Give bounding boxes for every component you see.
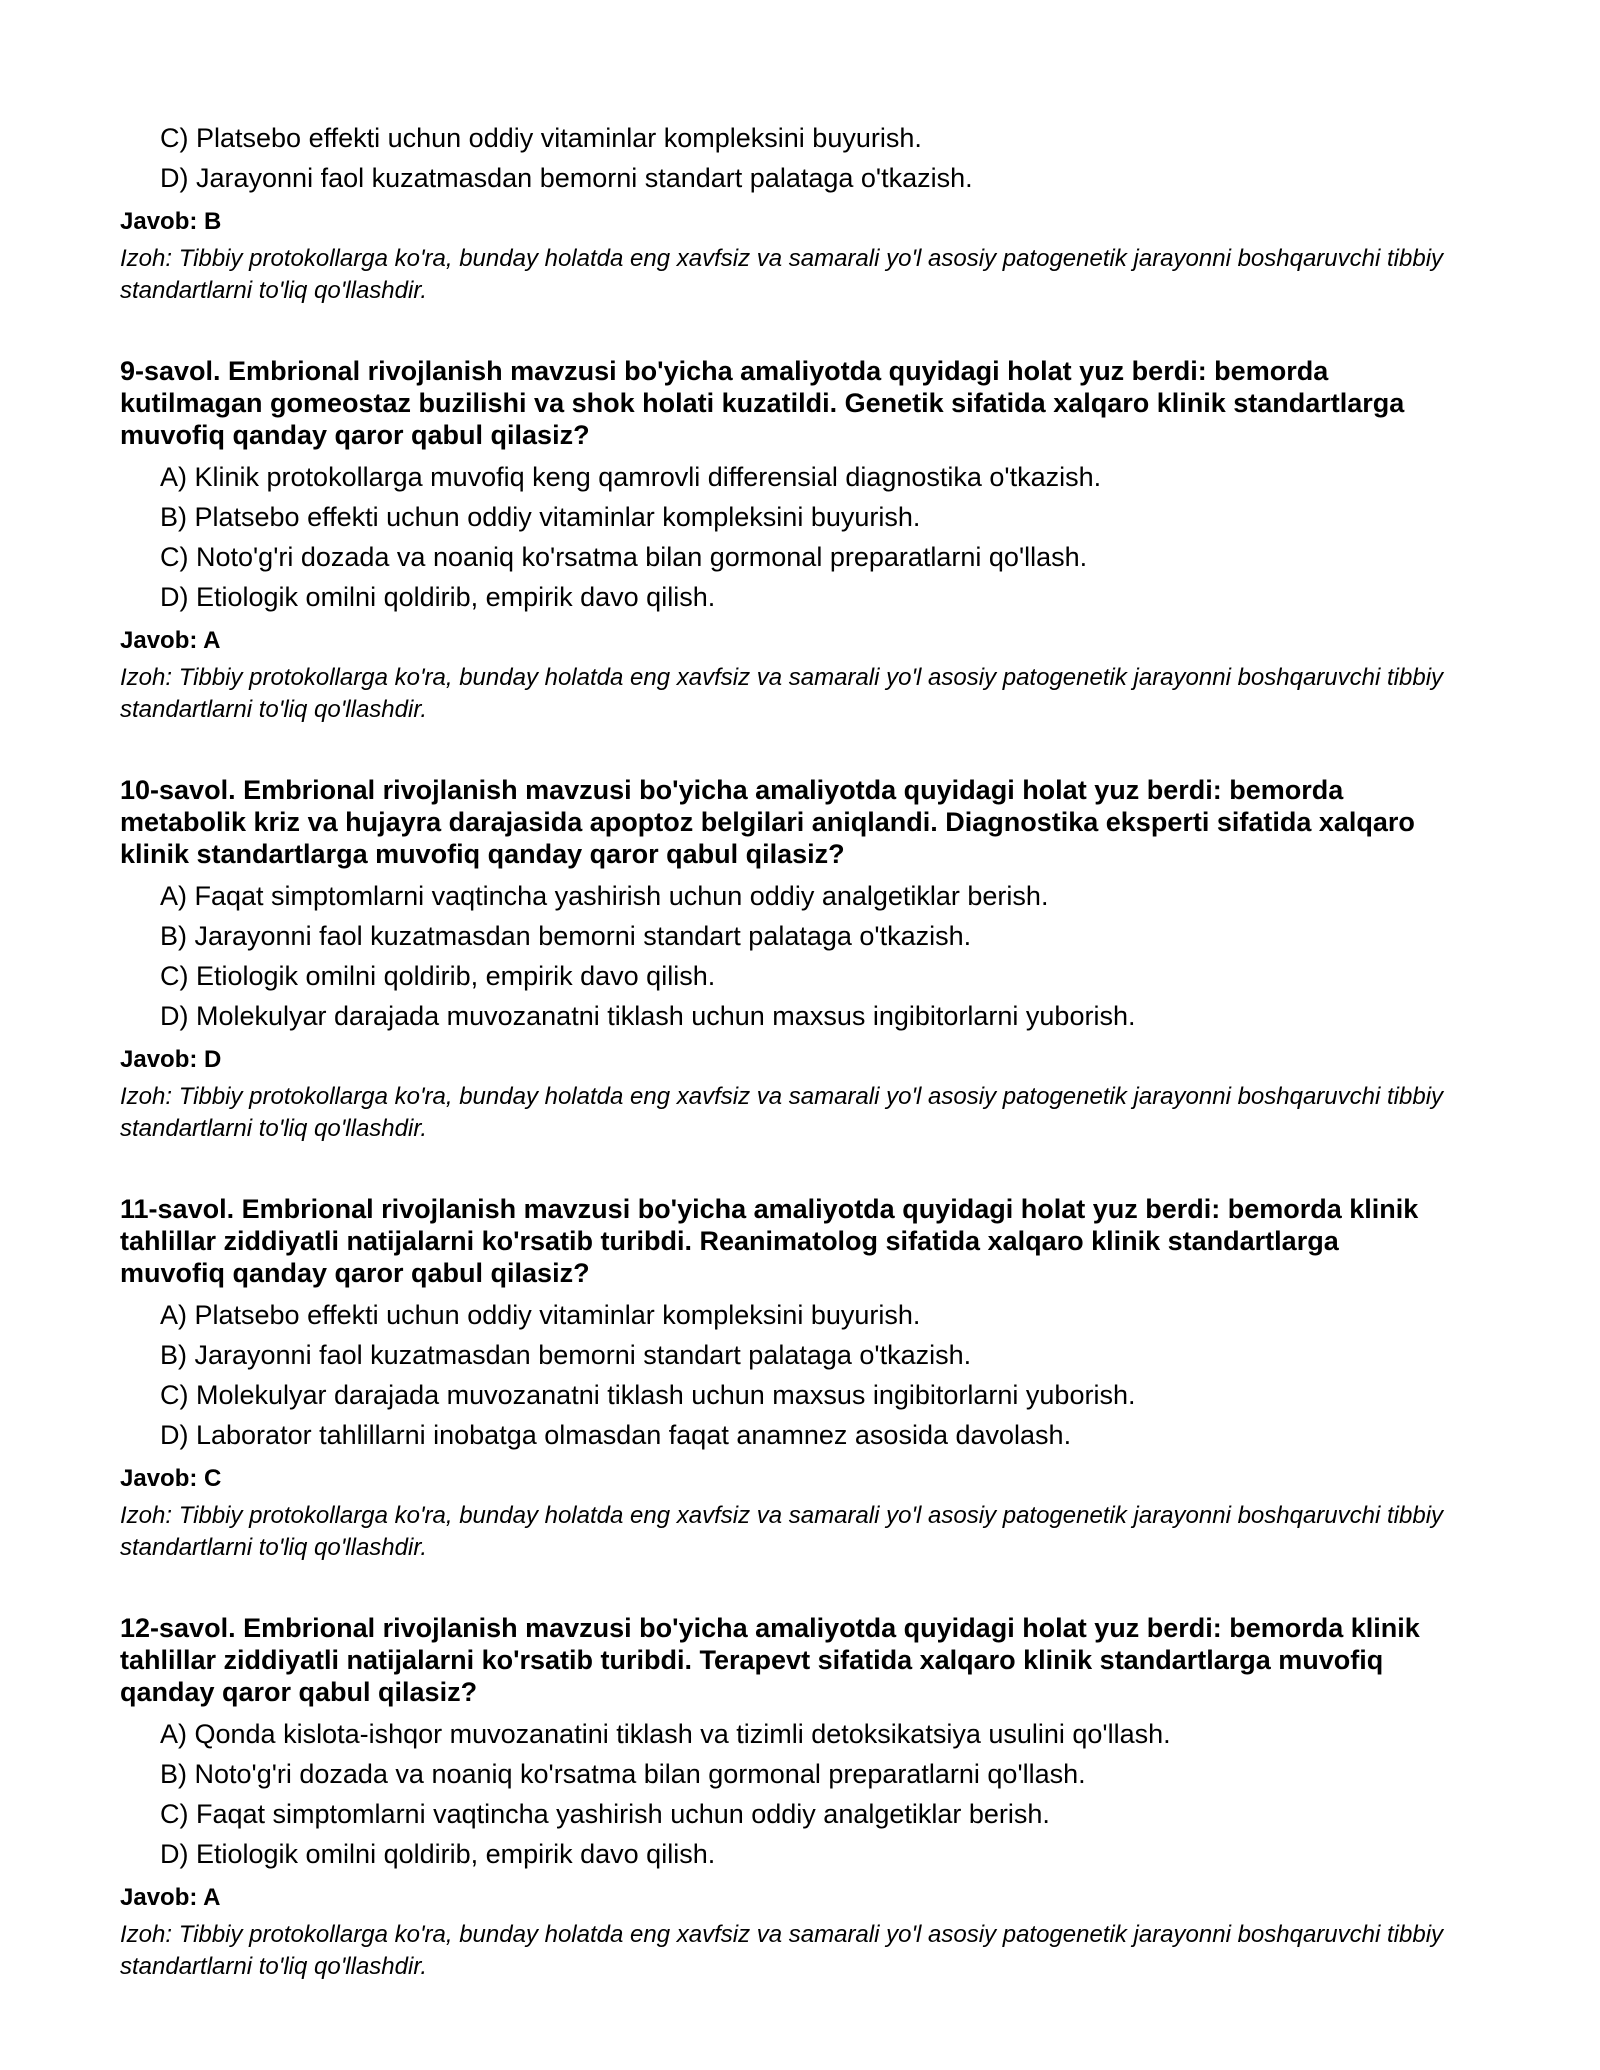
- explanation-note: Izoh: Tibbiy protokollarga ko'ra, bunday holatda eng xavfsiz va samarali yo'l asosiy patogenetik jarayonni boshqaruvchi tibbiy standartlarni to'liq qo'llashdir.: [120, 1921, 1444, 1980]
- answer-label: Javob: C: [120, 1465, 222, 1492]
- question-block-10: [120, 774, 1450, 1145]
- option-b: B) Jarayonni faol kuzatmasdan bemorni standart palataga o'tkazish.: [160, 921, 972, 951]
- question-text: 10-savol. Embrional rivojlanish mavzusi bo'yicha amaliyotda quyidagi holat yuz berdi: bemorda metabolik kriz va hujayra darajasida apoptoz belgilari aniqlandi. Diagnostika eksperti sifatida xalqaro klinik standartlarga muvofiq qanday qaror qabul qilasiz?: [120, 775, 1415, 869]
- answer-label: Javob: A: [120, 1884, 221, 1911]
- explanation-note: Izoh: Tibbiy protokollarga ko'ra, bunday holatda eng xavfsiz va samarali yo'l asosiy patogenetik jarayonni boshqaruvchi tibbiy standartlarni to'liq qo'llashdir.: [120, 664, 1444, 723]
- option-d: D) Molekulyar darajada muvozanatni tiklash uchun maxsus ingibitorlarni yuborish.: [160, 1001, 1136, 1031]
- option-d: D) Etiologik omilni qoldirib, empirik davo qilish.: [160, 582, 716, 612]
- question-block-11: [120, 1193, 1450, 1564]
- option-b: B) Noto'g'ri dozada va noaniq ko'rsatma bilan gormonal preparatlarni qo'llash.: [160, 1759, 1086, 1789]
- explanation-note: Izoh: Tibbiy protokollarga ko'ra, bunday holatda eng xavfsiz va samarali yo'l asosiy patogenetik jarayonni boshqaruvchi tibbiy standartlarni to'liq qo'llashdir.: [120, 1083, 1444, 1142]
- explanation-note: Izoh: Tibbiy protokollarga ko'ra, bunday holatda eng xavfsiz va samarali yo'l asosiy patogenetik jarayonni boshqaruvchi tibbiy standartlarni to'liq qo'llashdir.: [120, 245, 1444, 304]
- option-c: C) Platsebo effekti uchun oddiy vitaminlar kompleksini buyurish.: [160, 123, 922, 153]
- document-page: [120, 118, 1450, 1983]
- option-d: D) Etiologik omilni qoldirib, empirik davo qilish.: [160, 1839, 716, 1869]
- question-text: 11-savol. Embrional rivojlanish mavzusi bo'yicha amaliyotda quyidagi holat yuz berdi: bemorda klinik tahlillar ziddiyatli natijalarni ko'rsatib turibdi. Reanimatolog sifatida xalqaro klinik standartlarga muvofiq qanday qaror qabul qilasiz?: [120, 1194, 1419, 1288]
- option-a: A) Qonda kislota-ishqor muvozanatini tiklash va tizimli detoksikatsiya usulini qo'llash.: [160, 1719, 1171, 1749]
- option-c: C) Etiologik omilni qoldirib, empirik davo qilish.: [160, 961, 716, 991]
- option-a: A) Klinik protokollarga muvofiq keng qamrovli differensial diagnostika o'tkazish.: [160, 462, 1102, 492]
- option-a: A) Faqat simptomlarni vaqtincha yashirish uchun oddiy analgetiklar berish.: [160, 881, 1049, 911]
- answer-label: Javob: A: [120, 627, 221, 654]
- option-c: C) Molekulyar darajada muvozanatni tiklash uchun maxsus ingibitorlarni yuborish.: [160, 1380, 1136, 1410]
- option-d: D) Laborator tahlillarni inobatga olmasdan faqat anamnez asosida davolash.: [160, 1420, 1072, 1450]
- option-b: B) Platsebo effekti uchun oddiy vitaminlar kompleksini buyurish.: [160, 502, 921, 532]
- question-block-9: [120, 355, 1450, 726]
- question-text: 12-savol. Embrional rivojlanish mavzusi bo'yicha amaliyotda quyidagi holat yuz berdi: bemorda klinik tahlillar ziddiyatli natijalarni ko'rsatib turibdi. Terapevt sifatida xalqaro klinik standartlarga muvofiq qanday qaror qabul qilasiz?: [120, 1613, 1420, 1707]
- option-c: C) Faqat simptomlarni vaqtincha yashirish uchun oddiy analgetiklar berish.: [160, 1799, 1050, 1829]
- answer-label: Javob: D: [120, 1046, 222, 1073]
- explanation-note: Izoh: Tibbiy protokollarga ko'ra, bunday holatda eng xavfsiz va samarali yo'l asosiy patogenetik jarayonni boshqaruvchi tibbiy standartlarni to'liq qo'llashdir.: [120, 1502, 1444, 1561]
- answer-label: Javob: B: [120, 208, 222, 235]
- option-a: A) Platsebo effekti uchun oddiy vitaminlar kompleksini buyurish.: [160, 1300, 921, 1330]
- option-d: D) Jarayonni faol kuzatmasdan bemorni standart palataga o'tkazish.: [160, 163, 973, 193]
- question-text: 9-savol. Embrional rivojlanish mavzusi bo'yicha amaliyotda quyidagi holat yuz berdi: bemorda kutilmagan gomeostaz buzilishi va shok holati kuzatildi. Genetik sifatida xalqaro klinik standartlarga muvofiq qanday qaror qabul qilasiz?: [120, 356, 1405, 450]
- question-8-continuation: [120, 118, 1450, 307]
- question-block-12: [120, 1612, 1450, 1983]
- option-b: B) Jarayonni faol kuzatmasdan bemorni standart palataga o'tkazish.: [160, 1340, 972, 1370]
- option-c: C) Noto'g'ri dozada va noaniq ko'rsatma bilan gormonal preparatlarni qo'llash.: [160, 542, 1088, 572]
